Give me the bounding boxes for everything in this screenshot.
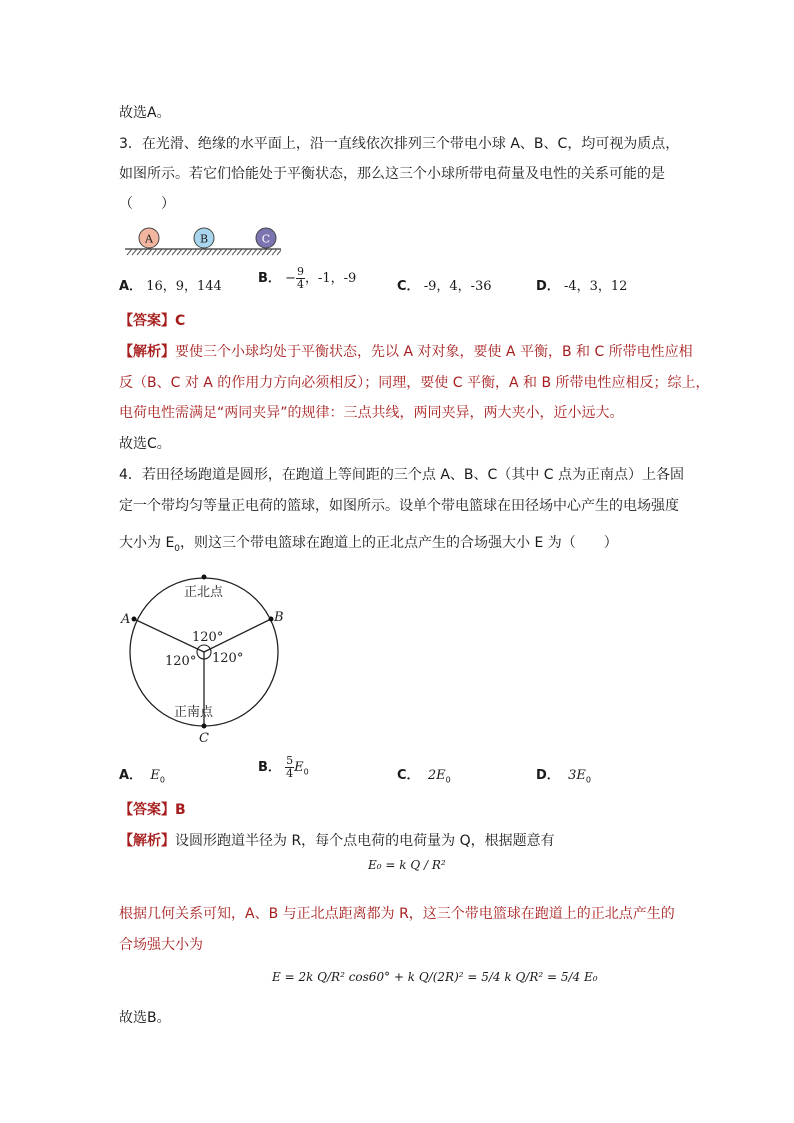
hatch-mark bbox=[167, 249, 172, 255]
hatch-mark bbox=[242, 249, 247, 255]
hatch-mark bbox=[142, 249, 147, 255]
q4-stadium-figure bbox=[118, 570, 290, 748]
hatch-mark bbox=[197, 249, 202, 255]
q4-conclusion: 故选B。 bbox=[119, 1010, 171, 1026]
q4-analysis-line3: 合场强大小为 bbox=[119, 937, 203, 953]
q4-answer: 【答案】B bbox=[119, 802, 186, 818]
ball-a-label: A bbox=[145, 232, 153, 246]
hatch-mark bbox=[222, 249, 227, 255]
point-c-label: C bbox=[199, 731, 209, 746]
north-point-dot bbox=[202, 575, 207, 580]
q4-option-b: B． $\frac{5}{4}$ $E_0$ bbox=[258, 754, 309, 780]
hatch-mark bbox=[257, 249, 262, 255]
hatch-mark bbox=[187, 249, 192, 255]
point-a-dot bbox=[132, 617, 137, 622]
q3-answer: 【答案】C bbox=[119, 313, 186, 329]
q3-analysis-line3: 电荷电性需满足“两同夹异”的规律：三点共线，两同夹异，两大夹小，近小远大。 bbox=[119, 405, 624, 421]
q3-analysis-line2: 反（B、C 对 A 的作用力方向必须相反）；同理，要使 C 平衡，A 和 B 所带电性应相反；综上， bbox=[119, 375, 710, 391]
q4-stem-line2: 定一个带均匀等量正电荷的篮球，如图所示。设单个带电篮球在田径场中心产生的电场强度 bbox=[119, 498, 679, 514]
hatch-mark bbox=[267, 249, 272, 255]
hatch-mark bbox=[132, 249, 137, 255]
hatch-mark bbox=[202, 249, 207, 255]
angle-label-right: 120° bbox=[212, 651, 244, 666]
angle-label-top: 120° bbox=[192, 630, 224, 645]
angle-label-left: 120° bbox=[165, 654, 197, 669]
point-c-dot bbox=[202, 724, 207, 729]
hatch-mark bbox=[232, 249, 237, 255]
q3-bracket: （ ） bbox=[119, 196, 175, 212]
hatch-mark bbox=[237, 249, 242, 255]
south-point-label: 正南点 bbox=[174, 705, 214, 720]
hatch-mark bbox=[207, 249, 212, 255]
formula-e0 bbox=[368, 858, 446, 872]
hatch-mark bbox=[157, 249, 162, 255]
q4-stem-line1: 4．若田径场跑道是圆形，在跑道上等间距的三个点 A、B、C（其中 C 点为正南点）上各固 bbox=[119, 467, 684, 483]
point-b-label: B bbox=[274, 610, 284, 625]
q3-balls-figure bbox=[125, 225, 281, 259]
q3-conclusion: 故选C。 bbox=[119, 436, 171, 452]
q3-option-b: B． − $\frac{9}{4}$ ，-1，-9 bbox=[258, 265, 357, 291]
q4-option-d: D． $3E_0$ bbox=[536, 768, 591, 785]
hatch-mark bbox=[227, 249, 232, 255]
q3-option-a: A． 16，9，144 bbox=[119, 279, 222, 294]
hatch-mark bbox=[177, 249, 182, 255]
ground-hatching bbox=[127, 249, 281, 255]
q2-conclusion: 故选A。 bbox=[119, 105, 171, 121]
hatch-mark bbox=[137, 249, 142, 255]
ball-c-label: C bbox=[261, 232, 271, 246]
formula-e-total bbox=[272, 970, 598, 984]
q3-stem-line1: 3．在光滑、绝缘的水平面上，沿一直线依次排列三个带电小球 A、B、C，均可视为质点， bbox=[119, 136, 680, 152]
ball-a bbox=[139, 228, 159, 248]
hatch-mark bbox=[152, 249, 157, 255]
hatch-mark bbox=[212, 249, 217, 255]
ball-b bbox=[194, 228, 214, 248]
formula-e0-text: E₀ = k Q / R² bbox=[368, 858, 446, 872]
hatch-mark bbox=[272, 249, 277, 255]
hatch-mark bbox=[247, 249, 252, 255]
point-b-dot bbox=[269, 617, 274, 622]
q4-option-c: C． $2E_0$ bbox=[397, 768, 451, 785]
formula-e-total-text: E = 2k Q/R² cos60° + k Q/(2R)² = 5/4 k Q/R² = 5/4 E₀ bbox=[272, 970, 598, 984]
q4-option-a: A． $E_0$ bbox=[119, 768, 165, 785]
hatch-mark bbox=[252, 249, 257, 255]
q3-analysis-line1: 【解析】要使三个小球均处于平衡状态，先以 A 对对象，要使 A 平衡，B 和 C 所带电性应相 bbox=[119, 344, 693, 360]
north-point-label: 正北点 bbox=[184, 585, 224, 600]
point-a-label: A bbox=[121, 612, 131, 627]
hatch-mark bbox=[127, 249, 132, 255]
q4-stem-line3: 大小为 $E_0$，则这三个带电篮球在跑道上的正北点产生的合场强大小 E 为（ ） bbox=[119, 535, 618, 554]
hatch-mark bbox=[277, 249, 281, 255]
hatch-mark bbox=[147, 249, 152, 255]
q4-analysis-line1: 【解析】设圆形跑道半径为 R，每个点电荷的电荷量为 Q，根据题意有 bbox=[119, 833, 555, 849]
q4-analysis-line2: 根据几何关系可知，A、B 与正北点距离都为 R，这三个带电篮球在跑道上的正北点产生的 bbox=[119, 906, 675, 922]
hatch-mark bbox=[262, 249, 267, 255]
q3-option-d: D． -4，3，12 bbox=[536, 279, 628, 294]
ball-c bbox=[256, 228, 276, 248]
hatch-mark bbox=[217, 249, 222, 255]
q3-stem-line2: 如图所示。若它们恰能处于平衡状态，那么这三个小球所带电荷量及电性的关系可能的是 bbox=[119, 166, 665, 182]
hatch-mark bbox=[162, 249, 167, 255]
hatch-mark bbox=[172, 249, 177, 255]
hatch-mark bbox=[192, 249, 197, 255]
hatch-mark bbox=[182, 249, 187, 255]
ball-b-label: B bbox=[199, 232, 209, 246]
q3-option-c: C． -9，4，-36 bbox=[397, 279, 492, 294]
